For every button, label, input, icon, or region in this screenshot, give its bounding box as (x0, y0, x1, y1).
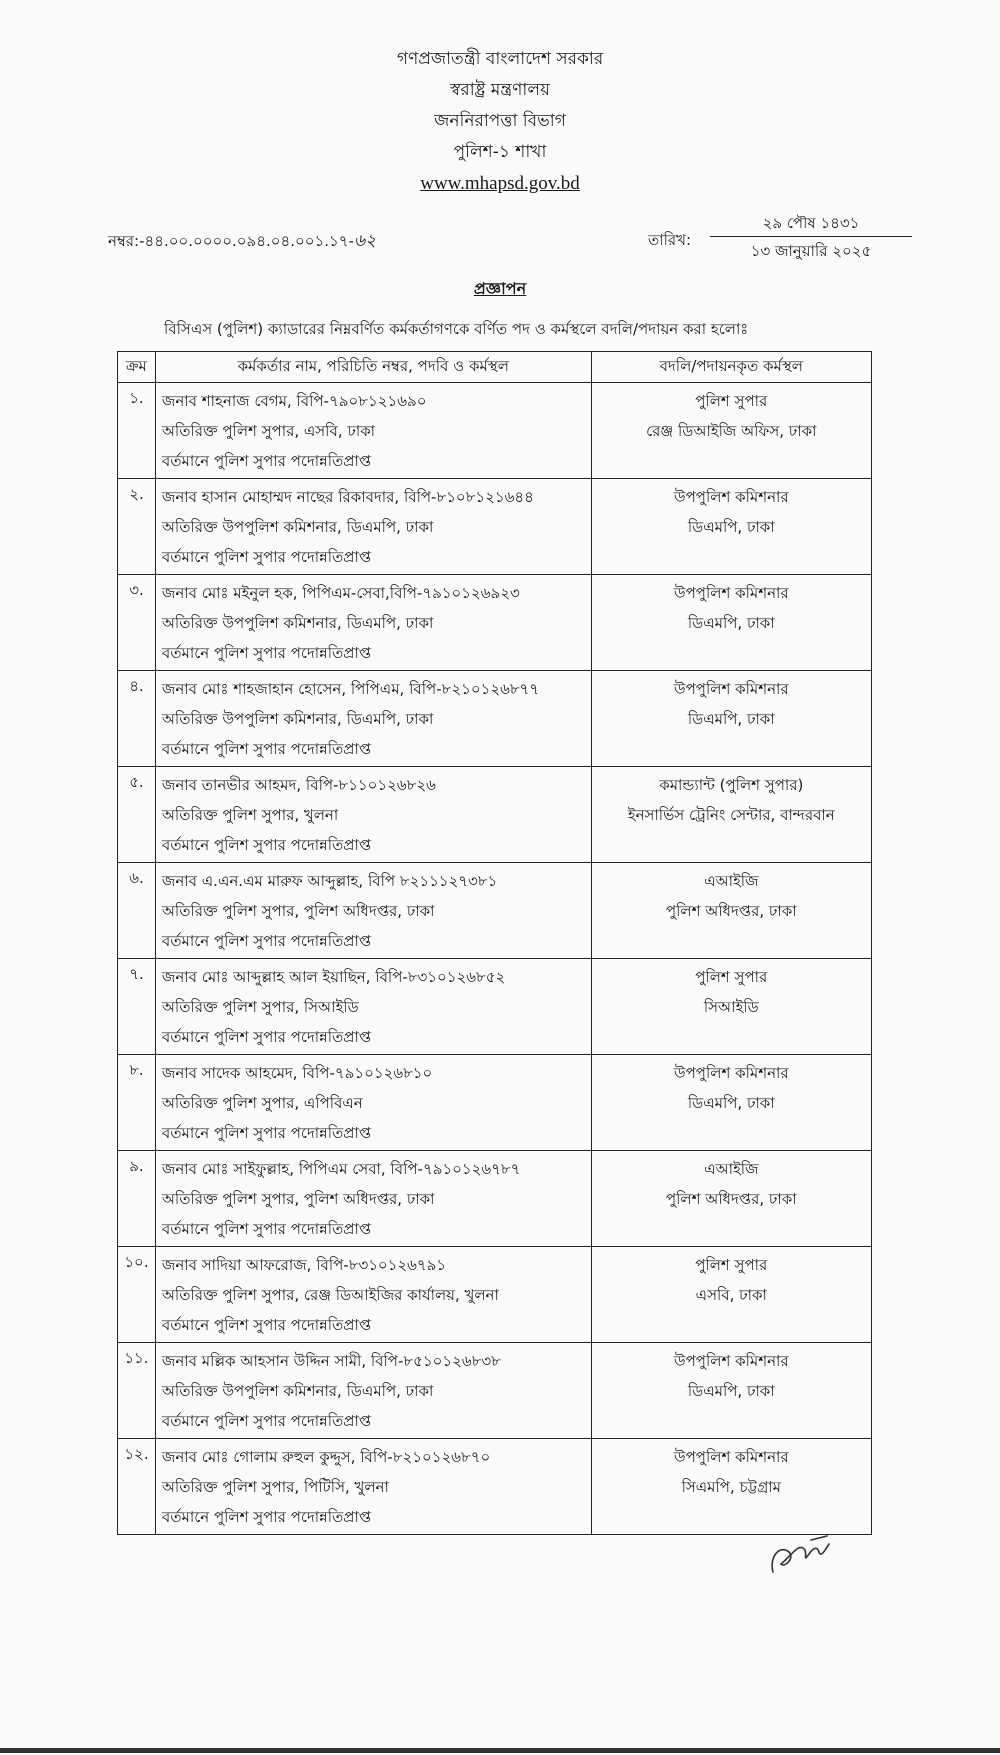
officer-cell (155, 383, 591, 479)
serial-cell: ৬. (118, 863, 156, 959)
officer-name: জনাব সাদেক আহমেদ, বিপি-৭৯১০১২৬৮১০ (161, 1064, 433, 1082)
scan-edge (0, 1748, 1000, 1753)
table-row (118, 1151, 872, 1247)
posting-designation: এআইজি (704, 872, 759, 890)
officer-current-post: অতিরিক্ত উপপুলিশ কমিশনার, ডিএমপি, ঢাকা (161, 710, 434, 728)
posting-location: ডিএমপি, ঢাকা (687, 518, 775, 536)
officer-status: বর্তমানে পুলিশ সুপার পদোন্নতিপ্রাপ্ত (161, 932, 372, 950)
officer-name: জনাব মোঃ সাইফুল্লাহ, পিপিএম সেবা, বিপি-৭৯১০১২৬৭৮৭ (161, 1160, 521, 1178)
table-body (118, 383, 872, 1535)
officer-name: জনাব মল্লিক আহসান উদ্দিন সামী, বিপি-৮৫১০১২৬৮৩৮ (161, 1352, 501, 1370)
officer-status: বর্তমানে পুলিশ সুপার পদোন্নতিপ্রাপ্ত (161, 836, 372, 854)
posting-cell (591, 1055, 871, 1151)
posting-designation: উপপুলিশ কমিশনার (673, 488, 789, 506)
officer-name: জনাব হাসান মোহাম্মদ নাছের রিকাবদার, বিপি-৮১০৮১২১৬৪৪ (161, 488, 534, 506)
officer-cell (155, 1247, 591, 1343)
posting-location: পুলিশ অধিদপ্তর, ঢাকা (665, 1190, 797, 1208)
officer-status: বর্তমানে পুলিশ সুপার পদোন্নতিপ্রাপ্ত (161, 644, 372, 662)
officer-current-post: অতিরিক্ত পুলিশ সুপার, খুলনা (161, 806, 339, 824)
notice-title (0, 276, 1000, 303)
officer-status: বর্তমানে পুলিশ সুপার পদোন্নতিপ্রাপ্ত (161, 1412, 372, 1430)
date-bangla: ২৯ পৌষ ১৪৩১ (710, 210, 912, 237)
header-officer: কর্মকর্তার নাম, পরিচিতি নম্বর, পদবি ও কর্মস্থল (155, 352, 591, 383)
posting-location: পুলিশ অধিদপ্তর, ঢাকা (665, 902, 797, 920)
officer-status: বর্তমানে পুলিশ সুপার পদোন্নতিপ্রাপ্ত (161, 1316, 372, 1334)
memo-number-text: নম্বর:-৪৪.০০.০০০০.০৯৪.০৪.০০১.১৭- (108, 232, 354, 250)
table-row (118, 863, 872, 959)
table-row (118, 767, 872, 863)
serial-cell: ১০. (118, 1247, 156, 1343)
serial-cell: ১১. (118, 1343, 156, 1439)
signature-mark (765, 1532, 845, 1588)
table-row (118, 959, 872, 1055)
officer-current-post: অতিরিক্ত পুলিশ সুপার, পুলিশ অধিদপ্তর, ঢাকা (161, 902, 435, 920)
officer-cell (155, 671, 591, 767)
memo-number-handwritten: ৬২ (353, 231, 377, 251)
officer-name: জনাব সাদিয়া আফরোজ, বিপি-৮৩১০১২৬৭৯১ (161, 1256, 447, 1274)
officer-cell (155, 767, 591, 863)
serial-cell: ৫. (118, 767, 156, 863)
officer-current-post: অতিরিক্ত পুলিশ সুপার, পিটিসি, খুলনা (161, 1478, 389, 1496)
table-row (118, 383, 872, 479)
posting-location: ডিএমপি, ঢাকা (687, 614, 775, 632)
serial-cell: ২. (118, 479, 156, 575)
officer-status: বর্তমানে পুলিশ সুপার পদোন্নতিপ্রাপ্ত (161, 1220, 372, 1238)
posting-location: ডিএমপি, ঢাকা (687, 1382, 775, 1400)
posting-designation: উপপুলিশ কমিশনার (673, 1064, 789, 1082)
date-label: তারিখ: (648, 231, 692, 249)
website-link[interactable]: www.mhapsd.gov.bd (420, 173, 580, 194)
posting-designation: পুলিশ সুপার (695, 968, 768, 986)
table-row (118, 1343, 872, 1439)
officer-cell (155, 1055, 591, 1151)
table-row (118, 1439, 872, 1535)
posting-designation: উপপুলিশ কমিশনার (673, 584, 789, 602)
posting-cell (591, 1439, 871, 1535)
posting-cell (591, 383, 871, 479)
officer-status: বর্তমানে পুলিশ সুপার পদোন্নতিপ্রাপ্ত (161, 1028, 372, 1046)
date-english: ১৩ জানুয়ারি ২০২৫ (750, 242, 872, 260)
header-posting: বদলি/পদায়নকৃত কর্মস্থল (591, 352, 871, 383)
officer-name: জনাব মোঃ আব্দুল্লাহ আল ইয়াছিন, বিপি-৮৩১০১২৬৮৫২ (161, 968, 506, 986)
posting-designation: উপপুলিশ কমিশনার (673, 1352, 789, 1370)
officer-name: জনাব মোঃ শাহজাহান হোসেন, পিপিএম, বিপি-৮২১০১২৬৮৭৭ (161, 680, 540, 698)
posting-designation: কমান্ড্যান্ট (পুলিশ সুপার) (659, 776, 804, 794)
serial-cell: ৮. (118, 1055, 156, 1151)
officer-current-post: অতিরিক্ত উপপুলিশ কমিশনার, ডিএমপি, ঢাকা (161, 518, 434, 536)
officer-status: বর্তমানে পুলিশ সুপার পদোন্নতিপ্রাপ্ত (161, 548, 372, 566)
posting-location: ডিএমপি, ঢাকা (687, 710, 775, 728)
transfer-table (117, 351, 872, 1535)
serial-cell: ১. (118, 383, 156, 479)
posting-location: রেঞ্জ ডিআইজি অফিস, ঢাকা (646, 422, 817, 440)
officer-cell (155, 575, 591, 671)
letterhead (0, 44, 1000, 200)
officer-current-post: অতিরিক্ত পুলিশ সুপার, সিআইডি (161, 998, 359, 1016)
officer-name: জনাব এ.এন.এম মারুফ আব্দুল্লাহ, বিপি ৮২১১১২৭৩৮১ (161, 872, 498, 890)
posting-cell (591, 1151, 871, 1247)
officer-cell (155, 959, 591, 1055)
officer-current-post: অতিরিক্ত উপপুলিশ কমিশনার, ডিএমপি, ঢাকা (161, 614, 434, 632)
officer-current-post: অতিরিক্ত পুলিশ সুপার, এপিবিএন (161, 1094, 363, 1112)
posting-cell (591, 575, 871, 671)
posting-designation: পুলিশ সুপার (695, 392, 768, 410)
serial-cell: ৭. (118, 959, 156, 1055)
posting-designation: পুলিশ সুপার (695, 1256, 768, 1274)
posting-designation: উপপুলিশ কমিশনার (673, 680, 789, 698)
posting-cell (591, 767, 871, 863)
notice-intro: বিসিএস (পুলিশ) ক্যাডারের নিম্নবর্ণিত কর্মকর্তাগণকে বর্ণিত পদ ও কর্মস্থলে বদলি/পদায়ন করা হলোঃ (164, 320, 749, 338)
ministry-name: স্বরাষ্ট্র মন্ত্রণালয় (450, 80, 550, 100)
officer-status: বর্তমানে পুলিশ সুপার পদোন্নতিপ্রাপ্ত (161, 1508, 372, 1526)
officer-name: জনাব শাহনাজ বেগম, বিপি-৭৯০৮১২১৬৯০ (161, 392, 427, 410)
serial-cell: ৩. (118, 575, 156, 671)
posting-designation: এআইজি (704, 1160, 759, 1178)
posting-location: ইনসার্ভিস ট্রেনিং সেন্টার, বান্দরবান (627, 806, 835, 824)
posting-designation: উপপুলিশ কমিশনার (673, 1448, 789, 1466)
table-row (118, 1247, 872, 1343)
officer-current-post: অতিরিক্ত পুলিশ সুপার, রেঞ্জ ডিআইজির কার্যালয়, খুলনা (161, 1286, 499, 1304)
serial-cell: ৯. (118, 1151, 156, 1247)
officer-status: বর্তমানে পুলিশ সুপার পদোন্নতিপ্রাপ্ত (161, 1124, 372, 1142)
branch-name: পুলিশ-১ শাখা (453, 142, 547, 162)
posting-location: সিআইডি (703, 998, 759, 1016)
officer-status: বর্তমানে পুলিশ সুপার পদোন্নতিপ্রাপ্ত (161, 740, 372, 758)
table-header-row (118, 352, 872, 383)
officer-status: বর্তমানে পুলিশ সুপার পদোন্নতিপ্রাপ্ত (161, 452, 372, 470)
table-row (118, 479, 872, 575)
posting-location: ডিএমপি, ঢাকা (687, 1094, 775, 1112)
table-row (118, 1055, 872, 1151)
officer-cell (155, 1343, 591, 1439)
date-values (710, 210, 912, 265)
posting-cell (591, 479, 871, 575)
officer-cell (155, 863, 591, 959)
table-row (118, 671, 872, 767)
notice-title-text: প্রজ্ঞাপন (473, 279, 527, 298)
officer-current-post: অতিরিক্ত উপপুলিশ কমিশনার, ডিএমপি, ঢাকা (161, 1382, 434, 1400)
posting-cell (591, 1343, 871, 1439)
officer-name: জনাব তানভীর আহমদ, বিপি-৮১১০১২৬৮২৬ (161, 776, 436, 794)
officer-current-post: অতিরিক্ত পুলিশ সুপার, এসবি, ঢাকা (161, 422, 376, 440)
officer-name: জনাব মোঃ মইনুল হক, পিপিএম-সেবা,বিপি-৭৯১০১২৬৯২৩ (161, 584, 520, 602)
division-name: জননিরাপত্তা বিভাগ (434, 111, 566, 131)
header-serial: ক্রম (118, 352, 156, 383)
posting-location: এসবি, ঢাকা (695, 1286, 767, 1304)
posting-cell (591, 863, 871, 959)
officer-cell (155, 1439, 591, 1535)
table-row (118, 575, 872, 671)
officer-cell (155, 1151, 591, 1247)
govt-name: গণপ্রজাতন্ত্রী বাংলাদেশ সরকার (396, 49, 604, 69)
officer-cell (155, 479, 591, 575)
officer-name: জনাব মোঃ গোলাম রুহুল কুদ্দুস, বিপি-৮২১০১২৬৮৭০ (161, 1448, 491, 1466)
posting-cell (591, 671, 871, 767)
posting-cell (591, 959, 871, 1055)
officer-current-post: অতিরিক্ত পুলিশ সুপার, পুলিশ অধিদপ্তর, ঢাকা (161, 1190, 435, 1208)
posting-location: সিএমপি, চট্টগ্রাম (681, 1478, 781, 1496)
serial-cell: ১২. (118, 1439, 156, 1535)
serial-cell: ৪. (118, 671, 156, 767)
memo-number (108, 228, 376, 256)
posting-cell (591, 1247, 871, 1343)
